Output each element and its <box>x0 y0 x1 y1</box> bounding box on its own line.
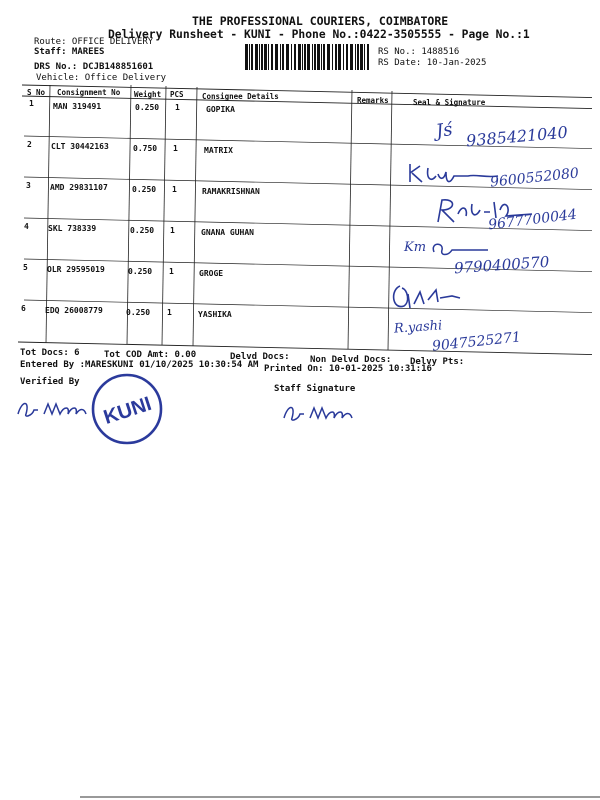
row-4-sno: 4 <box>24 222 29 231</box>
row-2-sno: 2 <box>27 140 32 149</box>
col-header-remarks: Remarks <box>357 96 389 105</box>
page-edge <box>80 796 600 798</box>
row-1-weight: 0.250 <box>135 103 160 112</box>
vehicle-label: Vehicle: Office Delivery <box>36 73 167 83</box>
row-5-pcs: 1 <box>169 267 174 276</box>
runsheet-title: Delivery Runsheet - KUNI - Phone No.:0422-3505555 - Page No.:1 <box>108 28 530 41</box>
svg-text:KUNI: KUNI <box>100 392 155 429</box>
route-label: Route: OFFICE DELIVERY <box>34 37 154 47</box>
row-5-consignment: OLR 29595019 <box>47 265 105 274</box>
row-6-sno: 6 <box>21 304 26 313</box>
row-2-consignee: MATRIX <box>204 146 233 155</box>
col-header-weight: Weight <box>134 90 162 99</box>
row-4-phone: 9790400570 <box>453 252 550 278</box>
row-3-pcs: 1 <box>172 185 177 194</box>
row-6-consignee: YASHIKA <box>198 310 232 319</box>
rs-date: RS Date: 10-Jan-2025 <box>378 58 487 68</box>
kuni-stamp <box>90 372 164 446</box>
row-3-sno: 3 <box>26 181 31 190</box>
row-1-sno: 1 <box>29 99 34 108</box>
entered-by: Entered By :MARESKUNI 01/10/2025 10:30:54 AM <box>20 360 259 370</box>
row-6-pcs: 1 <box>167 308 172 317</box>
col-header-consignment: Consignment No <box>57 88 121 97</box>
staff-signature <box>280 400 360 426</box>
row-2-pcs: 1 <box>173 144 178 153</box>
row-1-consignment: MAN 319491 <box>53 102 102 111</box>
total-cod-amount: Tot COD Amt: 0.00 <box>104 350 197 360</box>
drs-number: DRS No.: DCJB148851601 <box>34 62 154 72</box>
col-header-pcs: PCS <box>170 90 184 99</box>
printed-on: Printed On: 10-01-2025 10:31:16 <box>264 364 432 374</box>
rs-number: RS No.: 1488516 <box>378 47 460 57</box>
col-header-sno: S No <box>27 88 46 97</box>
row-3-consignment: AMD 29831107 <box>50 183 108 192</box>
row-4-pcs: 1 <box>170 226 175 235</box>
col-header-consignee: Consignee Details <box>202 92 279 101</box>
staff-label: Staff: MAREES <box>34 47 105 57</box>
row-4-consignment: SKL 738339 <box>48 224 97 233</box>
col-header-seal-signature: Seal & Signature <box>413 98 486 107</box>
row-3-phone: 9677700044 <box>487 206 578 234</box>
row-5-signature <box>390 280 470 314</box>
row-1-phone: 9385421040 <box>465 122 569 151</box>
delivered-docs: Delvd Docs: <box>230 352 290 362</box>
row-2-consignment: CLT 30442163 <box>51 142 109 151</box>
row-1-pcs: 1 <box>175 103 180 112</box>
row-5-consignee: GROGE <box>199 269 224 278</box>
row-4-weight: 0.250 <box>130 226 155 235</box>
row-1-signature: Jś <box>434 118 454 143</box>
verified-by-signature <box>14 396 94 422</box>
non-delivered-docs: Non Delvd Docs: <box>310 355 392 365</box>
row-3-weight: 0.250 <box>132 185 157 194</box>
staff-signature-label: Staff Signature <box>274 384 356 394</box>
row-6-phone: 9047525271 <box>431 329 522 355</box>
row-6-signature: R.yashi <box>393 318 443 337</box>
row-4-signature: Km <box>404 240 427 255</box>
row-1-consignee: GOPIKA <box>206 105 235 114</box>
row-2-phone: 9600552080 <box>489 165 580 191</box>
row-3-consignee: RAMAKRISHNAN <box>202 187 260 196</box>
row-5-weight: 0.250 <box>128 267 153 276</box>
row-6-consignment: EDQ 26008779 <box>45 306 103 315</box>
delivery-points: Delvy Pts: <box>410 357 465 367</box>
verified-by-label: Verified By <box>20 377 80 387</box>
company-name: THE PROFESSIONAL COURIERS, COIMBATORE <box>192 14 449 28</box>
row-5-sno: 5 <box>23 263 28 272</box>
row-4-consignee: GNANA GUHAN <box>201 228 254 237</box>
row-2-weight: 0.750 <box>133 144 158 153</box>
row-6-weight: 0.250 <box>126 308 151 317</box>
total-docs: Tot Docs: 6 <box>20 348 80 358</box>
